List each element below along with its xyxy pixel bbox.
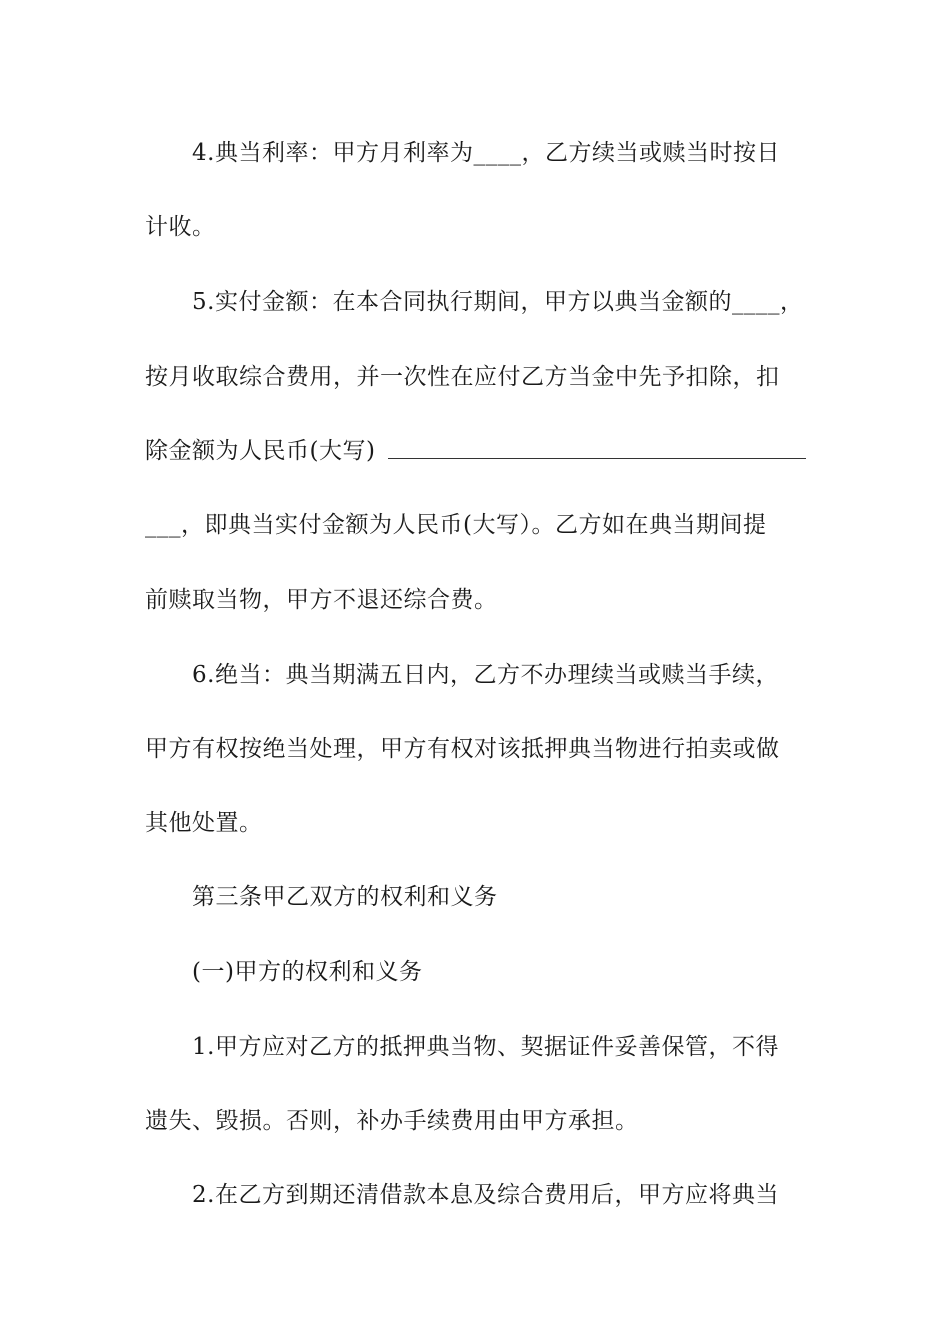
paragraph-line: ___，即典当实付金额为人民币(大写）。乙方如在典当期间提 xyxy=(145,512,767,538)
paragraph-line: 前赎取当物，甲方不退还综合费。 xyxy=(145,587,498,613)
paragraph-line: 其他处置。 xyxy=(145,810,263,836)
paragraph-line: 2.在乙方到期还清借款本息及综合费用后，甲方应将典当 xyxy=(192,1182,779,1208)
paragraph-line: 遗失、毁损。否则，补办手续费用由甲方承担。 xyxy=(145,1108,639,1134)
paragraph-line: 除金额为人民币(大写) xyxy=(145,438,376,464)
paragraph-line: 甲方有权按绝当处理，甲方有权对该抵押典当物进行拍卖或做 xyxy=(145,736,780,762)
section-heading: 第三条甲乙双方的权利和义务 xyxy=(192,884,498,910)
blank-fill-line xyxy=(388,458,806,459)
paragraph-line: 5.实付金额：在本合同执行期间，甲方以典当金额的____， xyxy=(192,289,804,315)
paragraph-line: 按月收取综合费用，并一次性在应付乙方当金中先予扣除，扣 xyxy=(145,364,780,390)
paragraph-line: 6.绝当：典当期满五日内，乙方不办理续当或赎当手续， xyxy=(192,662,779,688)
paragraph-line: 计收。 xyxy=(145,214,216,240)
subsection-heading: (一)甲方的权利和义务 xyxy=(192,959,423,985)
paragraph-line: 1.甲方应对乙方的抵押典当物、契据证件妥善保管，不得 xyxy=(192,1034,779,1060)
paragraph-line: 4.典当利率：甲方月利率为____，乙方续当或赎当时按日 xyxy=(192,140,780,166)
